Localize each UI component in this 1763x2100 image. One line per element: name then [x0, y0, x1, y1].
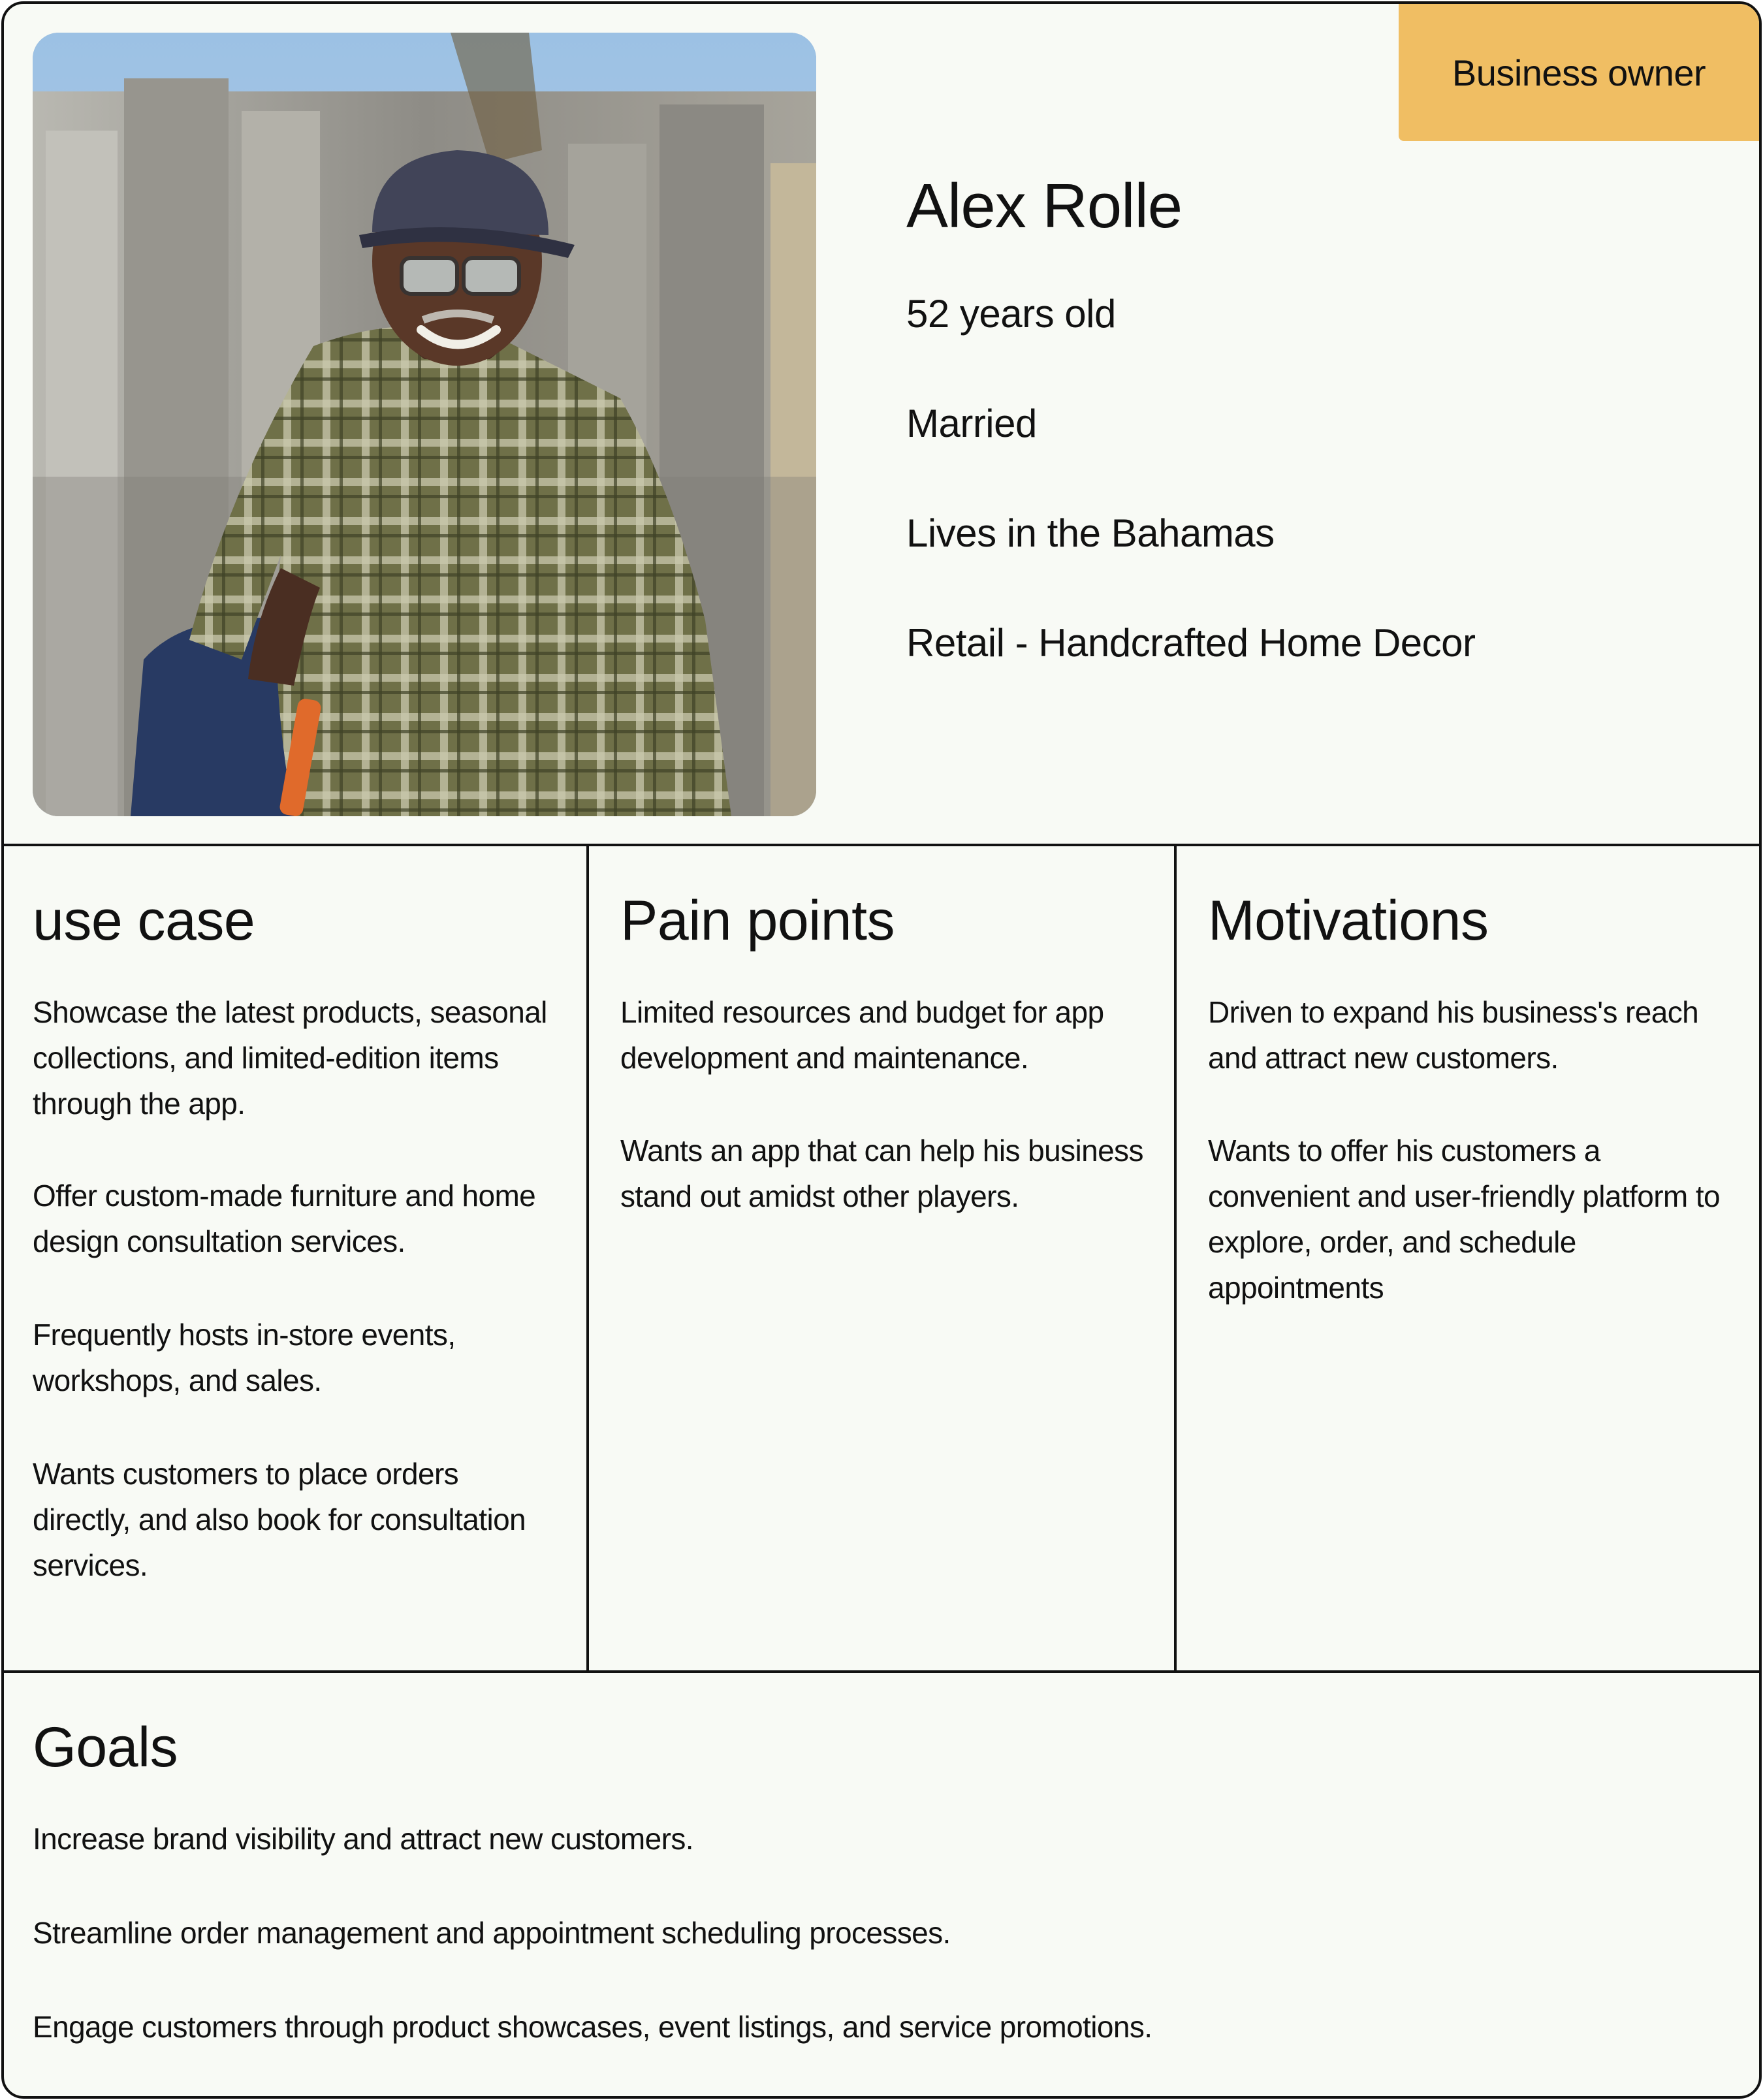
motivation-item: Driven to expand his business's reach and attract new customers.: [1208, 995, 1699, 1075]
goal-item: Streamline order management and appointment scheduling processes.: [33, 1916, 951, 1950]
persona-photo-illustration: [33, 33, 816, 816]
persona-card: [1, 1, 1762, 2099]
pain-points-title: Pain points: [620, 889, 895, 952]
use-case-item: Wants customers to place orders directly, and also book for consultation services.: [33, 1457, 526, 1582]
use-case-item: Frequently hosts in-store events, workshops, and sales.: [33, 1318, 456, 1397]
motivation-item: Wants to offer his customers a convenient and user-friendly platform to explore, order, and schedule appointments: [1208, 1134, 1720, 1305]
goal-item: Engage customers through product showcases, event listings, and service promotions.: [33, 2010, 1152, 2044]
goal-item: Increase brand visibility and attract new customers.: [33, 1822, 693, 1856]
role-badge: Business owner: [1399, 4, 1759, 141]
persona-photo: [33, 33, 816, 816]
persona-location: Lives in the Bahamas: [906, 511, 1275, 555]
use-case-item: Offer custom-made furniture and home design consultation services.: [33, 1179, 536, 1258]
persona-name: Alex Rolle: [906, 171, 1183, 241]
divider: [4, 844, 1759, 846]
divider: [4, 1670, 1759, 1673]
goals-title: Goals: [33, 1716, 178, 1779]
persona-industry: Retail - Handcrafted Home Decor: [906, 621, 1476, 665]
use-case-item: Showcase the latest products, seasonal collections, and limited-edition items through the app.: [33, 995, 547, 1121]
persona-marital-status: Married: [906, 402, 1037, 445]
persona-profile: [906, 167, 1182, 246]
pain-point-item: Wants an app that can help his business stand out amidst other players.: [620, 1134, 1143, 1213]
use-case-title: use case: [33, 889, 255, 952]
persona-age: 52 years old: [906, 292, 1116, 336]
divider: [1174, 844, 1177, 1673]
divider: [586, 844, 589, 1673]
motivations-title: Motivations: [1208, 889, 1489, 952]
pain-point-item: Limited resources and budget for app development and maintenance.: [620, 995, 1104, 1075]
